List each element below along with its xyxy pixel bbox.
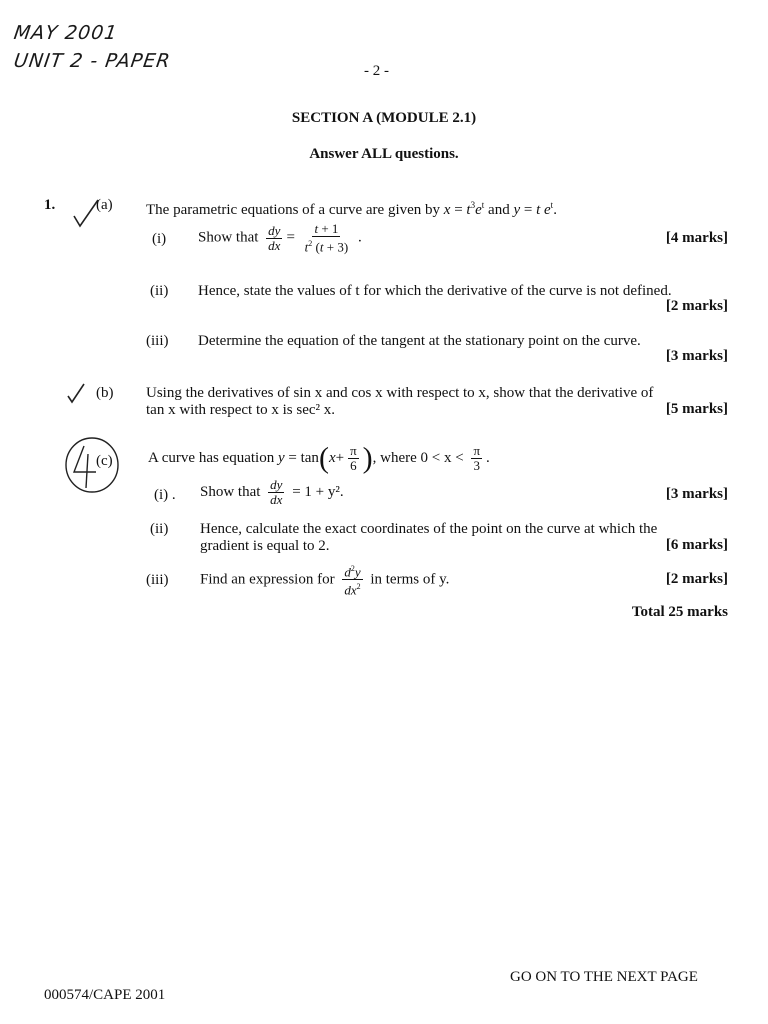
- part-a-i-text: Show that $\frac{dy}{dx}$ = $\frac{t + 1}{t^2 (t + 3)}$ .: [198, 221, 362, 255]
- part-a-iii-text: Determine the equation of the tangent at the stationary point on the curve.: [198, 333, 641, 349]
- paper-code: 000574/CAPE 2001: [44, 987, 166, 1003]
- circled-annotation-icon: [62, 436, 126, 498]
- go-on-notice: GO ON TO THE NEXT PAGE: [510, 969, 698, 985]
- part-b-marks: [5 marks]: [665, 401, 728, 417]
- part-c-iii-label: (iii): [146, 572, 169, 588]
- part-b-text-line2: tan x with respect to x is sec² x.: [146, 402, 336, 418]
- part-a-iii-marks: [3 marks]: [665, 348, 728, 364]
- handwritten-paper-label: UNIT 2 - PAPER: [12, 50, 173, 72]
- part-a-ii-label: (ii): [150, 283, 169, 299]
- part-b-label: (b): [96, 385, 114, 401]
- part-a-iii-label: (iii): [146, 333, 169, 349]
- part-c-iii-marks: [2 marks]: [665, 571, 728, 587]
- part-c-ii-marks: [6 marks]: [665, 537, 728, 553]
- handwritten-date: MAY 2001: [12, 22, 119, 44]
- part-c-ii-text-line1: Hence, calculate the exact coordinates of the point on the curve at which the: [200, 521, 658, 537]
- part-c-i-label: (i) .: [154, 487, 176, 503]
- section-title: SECTION A (MODULE 2.1): [291, 110, 477, 126]
- part-c-iii-text: Find an expression for $\frac{d^2y}{dx^2}$ in terms of y.: [200, 564, 450, 598]
- part-a-ii-marks: [2 marks]: [665, 298, 728, 314]
- part-b-text-line1: Using the derivatives of sin x and cos x with respect to x, show that the derivative of: [146, 385, 654, 401]
- instruction: Answer ALL questions.: [309, 146, 459, 162]
- part-a-i-label: (i): [152, 231, 167, 247]
- part-c-label: (c): [96, 453, 113, 469]
- page-number: - 2 -: [364, 63, 389, 79]
- checkmark-icon: [66, 382, 88, 404]
- total-marks: Total 25 marks: [631, 604, 728, 620]
- part-c-stem: A curve has equation y = tan(x+ $\frac{\pi}{6}$ ), where 0 < x < $\frac{\pi}{3}$ .: [148, 441, 490, 475]
- part-c-ii-label: (ii): [150, 521, 169, 537]
- part-c-i-marks: [3 marks]: [665, 486, 728, 502]
- part-a-i-marks: [4 marks]: [665, 230, 728, 246]
- part-c-ii-text-line2: gradient is equal to 2.: [200, 538, 330, 554]
- part-a-label: (a): [96, 197, 113, 213]
- part-a-stem: The parametric equations of a curve are given by $x = t^3e^t$ and y = t $e^t$.: [146, 200, 557, 218]
- part-c-i-text: Show that $\frac{dy}{dx}$ = 1 + y².: [200, 477, 344, 507]
- question-number: 1.: [44, 197, 56, 213]
- part-a-ii-text: Hence, state the values of t for which the derivative of the curve is not defined.: [198, 283, 672, 299]
